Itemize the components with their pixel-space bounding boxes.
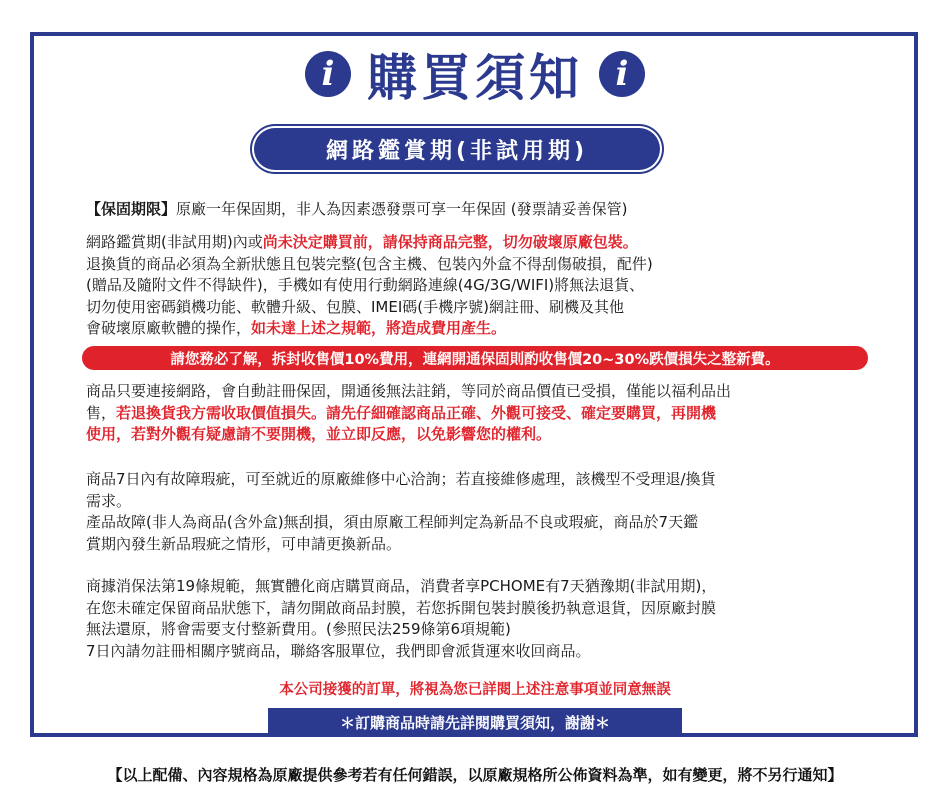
para1-line4: 切勿使用密碼鎖機功能、軟體升級、包膜、IMEI碼(手機序號)網註冊、刷機及其他 <box>86 297 624 316</box>
para4-line3: 無法還原，將會需要支付整新費用。(參照民法259條第6項規範) <box>86 620 511 638</box>
para1-line2: 退換貨的商品必須為全新狀態且包裝完整(包含主機、包裝內外盒不得刮傷破損，配件) <box>86 254 653 273</box>
subtitle-pill: 網路鑑賞期(非試用期) <box>252 126 662 172</box>
title-row <box>0 40 950 108</box>
warranty-label: 【保固期限】 <box>86 200 177 218</box>
para3-line4: 賞期內發生新品瑕疵之情形，可申請更換新品。 <box>86 534 402 553</box>
para1-line1a: 網路鑑賞期(非試用期)內或 <box>86 233 263 251</box>
para3-line3: 產品故障(非人為商品(含外盒)無刮損，須由原廠工程師判定為新品不良或瑕疵，商品於7天鑑 <box>86 513 699 531</box>
read-notice-bar: ＊訂購商品時請先詳閱購買須知，謝謝＊ <box>268 708 682 736</box>
para4-line2: 在您未確定保留商品狀態下，請勿開啟商品封膜，若您拆開包裝封膜後扔執意退貨，因原廠封膜 <box>86 598 717 617</box>
para4-line4: 7日內請勿註冊相關序號商品，聯絡客服單位，我們即會派貨運來收回商品。 <box>86 641 591 660</box>
footer-disclaimer: 【以上配備、內容規格為原廠提供參考若有任何錯誤，以原廠規格所公佈資料為準，如有變更，將不另行通知】 <box>107 766 843 784</box>
page-title: 購買須知 <box>367 48 583 107</box>
para4-line1: 商據消保法第19條規範，無實體化商店購買商品，消費者享PCHOME有7天猶豫期(非試用期)， <box>86 577 717 595</box>
paragraph-unboxing <box>86 232 890 340</box>
para2-line2b: 若退換貨我方需收取價值損失。請先仔細確認商品正確、外觀可接受、確定要購買，再開機 <box>116 403 717 422</box>
para3-line2: 需求。 <box>86 491 132 510</box>
warranty-line <box>86 199 890 221</box>
paragraph-registration <box>86 381 890 446</box>
para2-line3: 使用，若對外觀有疑慮請不要開機，並立即反應，以免影響您的權利。 <box>86 425 552 443</box>
order-agreement-notice: 本公司接獲的訂單，將視為您已詳閱上述注意事項並同意無誤 <box>279 682 671 698</box>
para1-line5b: 如未達上述之規範，將造成費用產生。 <box>251 319 507 337</box>
para1-line1b: 尚未決定購買前，請保持商品完整，切勿破壞原廠包裝。 <box>262 233 638 251</box>
info-icon-left: i <box>305 51 351 97</box>
para2-line1: 商品只要連接網路，會自動註冊保固，開通後無法註銷，等同於商品價值已受損，僅能以福利品出 <box>86 382 732 400</box>
paragraph-repair <box>86 469 890 555</box>
fee-warning-bar: 請您務必了解，拆封收售價10%費用，連網開通保固則酌收售價20~30%跌價損失之整新費。 <box>82 346 868 370</box>
para3-line1: 商品7日內有故障瑕疵，可至就近的原廠維修中心洽詢；若直接維修處理，該機型不受理退/換貨 <box>86 470 716 488</box>
paragraph-consumer-law <box>86 576 890 662</box>
para1-line5a: 會破壞原廠軟體的操作， <box>86 319 252 337</box>
para1-line3: (贈品及隨附文件不得缺件)，手機如有使用行動網路連線(4G/3G/WIFI)將無法退貨、 <box>86 276 645 294</box>
info-icon-right: i <box>599 51 645 97</box>
warranty-text: 原廠一年保固期，非人為因素憑發票可享一年保固 (發票請妥善保管) <box>176 200 628 218</box>
para2-line2a: 售， <box>86 403 117 422</box>
